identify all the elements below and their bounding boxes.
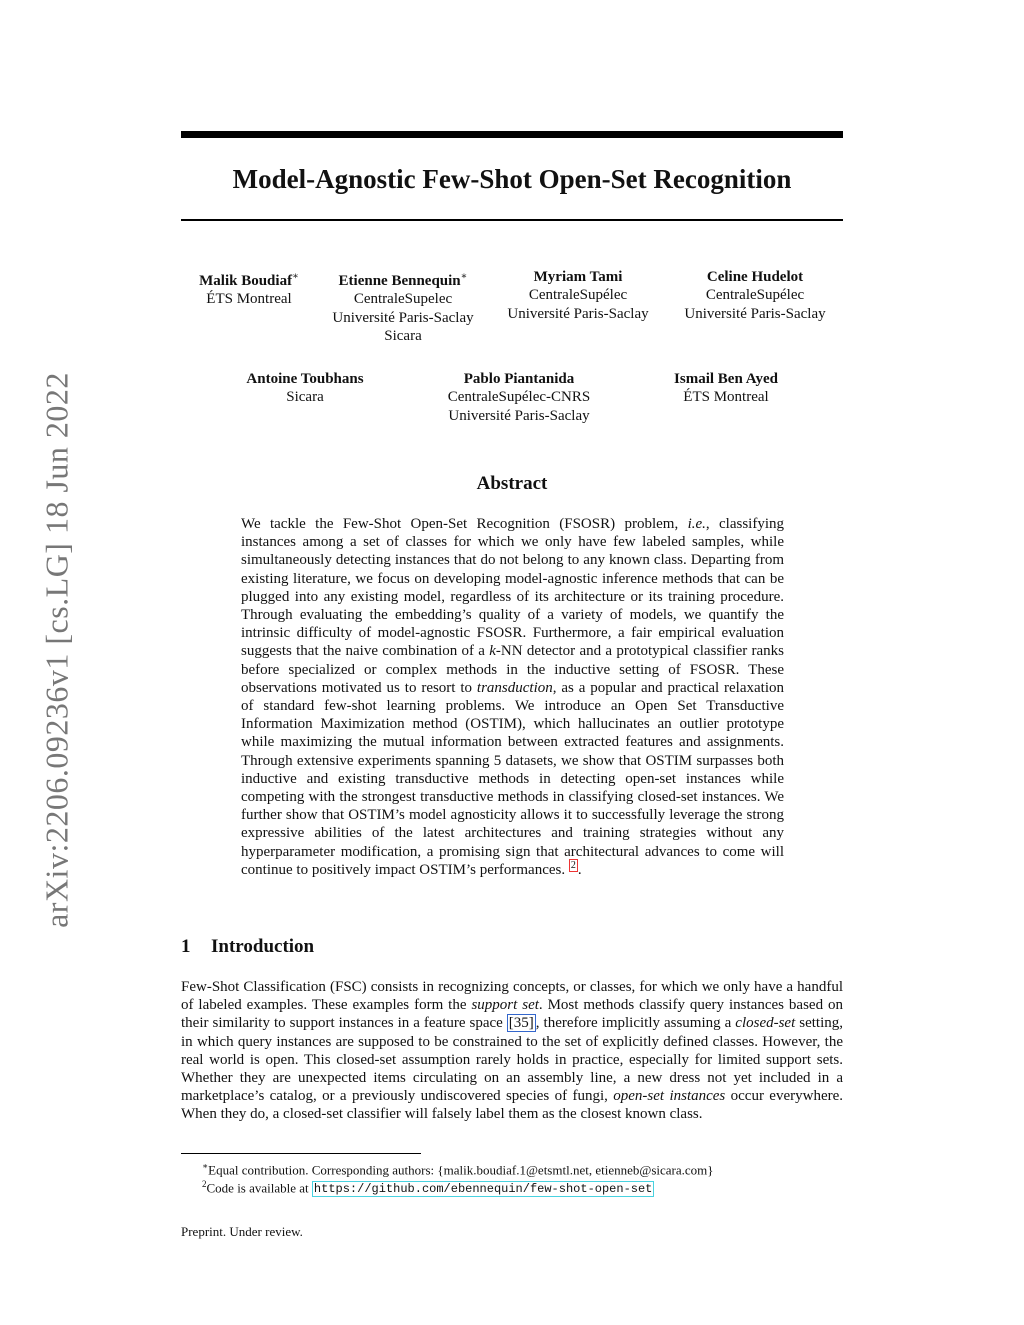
equal-contribution-mark: ∗: [460, 271, 468, 282]
author-affiliation: Sicara: [286, 389, 324, 406]
title-bottom-rule: [181, 219, 843, 221]
author-name: Ismail Ben Ayed: [674, 371, 778, 387]
section-heading-introduction: [181, 935, 314, 959]
author-affiliation: CentraleSupélec-CNRS: [447, 389, 591, 406]
author-block: [181, 268, 317, 309]
author-block: [320, 268, 486, 346]
section-title: Introduction: [211, 936, 315, 957]
author-affiliation: Université Paris-Saclay: [684, 305, 826, 322]
footnote-1: ∗Equal contribution. Corresponding authors: {malik.boudiaf.1@etsmtl.net, etienneb@sicara.com}: [202, 1161, 714, 1178]
author-name: Malik Boudiaf: [199, 273, 293, 289]
equal-contribution-mark: ∗: [292, 271, 299, 282]
author-affiliation: ÉTS Montreal: [683, 389, 769, 406]
author-name: Myriam Tami: [533, 269, 623, 285]
author-block: [495, 268, 661, 323]
author-affiliation: Université Paris-Saclay: [332, 309, 474, 326]
author-affiliation: Université Paris-Saclay: [507, 305, 649, 322]
author-affiliation: CentraleSupélec: [528, 287, 628, 304]
author-name: Celine Hudelot: [706, 269, 804, 285]
author-affiliation: CentraleSupélec: [705, 287, 805, 304]
paper-title: Model-Agnostic Few-Shot Open-Set Recognition: [232, 164, 792, 194]
abstract-text: We tackle the Few-Shot Open-Set Recognition (FSOSR) problem, i.e., classifying instances among a set of classes for which we only have few labeled samples, while simultaneously detecting instances that do not belong to any known class. Departing from existing literature, we focus on developing model-agnostic inference methods that can be plugged into any existing model, regardless of its architecture or its training procedure. Through evaluating the embedding’s quality of a variety of models, we quantify the intrinsic difficulty of model-agnostic FSOSR. Furthermore, a fair empirical evaluation suggests that the naive combination of a k-NN detector and a prototypical classifier ranks before specialized or complex methods in the inductive setting of FSOSR. These observations motivated us to resort to transduction, as a popular and practical relaxation of standard few-shot learning problems. We introduce an Open Set Transductive Information Maximization method (OSTIM), which hallucinates an outlier prototype while maximizing the mutual information between extracted features and assignments. Through extensive experiments spanning 5 datasets, we show that OSTIM surpasses both inductive and existing transductive methods in detecting open-set instances while competing with the strongest transductive methods in classifying closed-set instances. We further show that OSTIM’s model agnosticity allows it to successfully leverage the strong expressive abilities of the latest architectures and training strategies without any hyperparameter modification, a promising sign that architectural advances to come will continue to positively impact OSTIM’s performances. $^2$ .: [241, 516, 784, 878]
author-name: Antoine Toubhans: [246, 371, 364, 387]
author-affiliation: CentraleSupelec: [353, 291, 453, 308]
author-block: [430, 370, 608, 425]
arxiv-identifier: arXiv:2206.09236v1 [cs.LG] 18 Jun 2022: [38, 372, 75, 928]
author-affiliation: Université Paris-Saclay: [448, 407, 590, 424]
author-block: [225, 370, 385, 407]
title-top-rule: [181, 131, 843, 138]
footnote-rule: [181, 1153, 421, 1154]
citation-link[interactable]: [35]: [508, 1015, 534, 1032]
author-block: [650, 370, 802, 407]
code-repository-link[interactable]: https://github.com/ebennequin/few-shot-open-set: [313, 1182, 653, 1197]
author-block: [672, 268, 838, 323]
introduction-paragraph: Few-Shot Classification (FSC) consists in recognizing concepts, or classes, for which we only have a handful of labeled examples. These examples form the support set. Most methods classify query instances based on their similarity to support instances in a feature space [35] , therefore implicitly assuming a closed-set setting, in which query instances are supposed to be constrained to the set of explicitly defined classes. However, the real world is open. This closed-set assumption rarely holds in practice, especially for limited support sets. Whether they are unexpected items circulating on an assembly line, a new dress not yet included in a marketplace’s catalog, or a previously undiscovered species of fungi, open-set instances occur everywhere. When they do, a closed-set classifier will falsely label them as the closest known class.: [181, 979, 844, 1123]
author-name: Pablo Piantanida: [463, 371, 575, 387]
section-number: 1: [181, 936, 191, 957]
author-name: Etienne Bennequin: [338, 273, 461, 289]
author-affiliation: ÉTS Montreal: [206, 291, 292, 308]
footnote-link[interactable]: 2: [570, 859, 576, 871]
abstract-heading: Abstract: [476, 473, 548, 494]
author-affiliation: Sicara: [384, 328, 422, 345]
preprint-notice: Preprint. Under review.: [181, 1224, 303, 1239]
footnote-2: $^2$Code is available at https://github.com/ebennequin/few-shot-open-set: [202, 1179, 653, 1197]
